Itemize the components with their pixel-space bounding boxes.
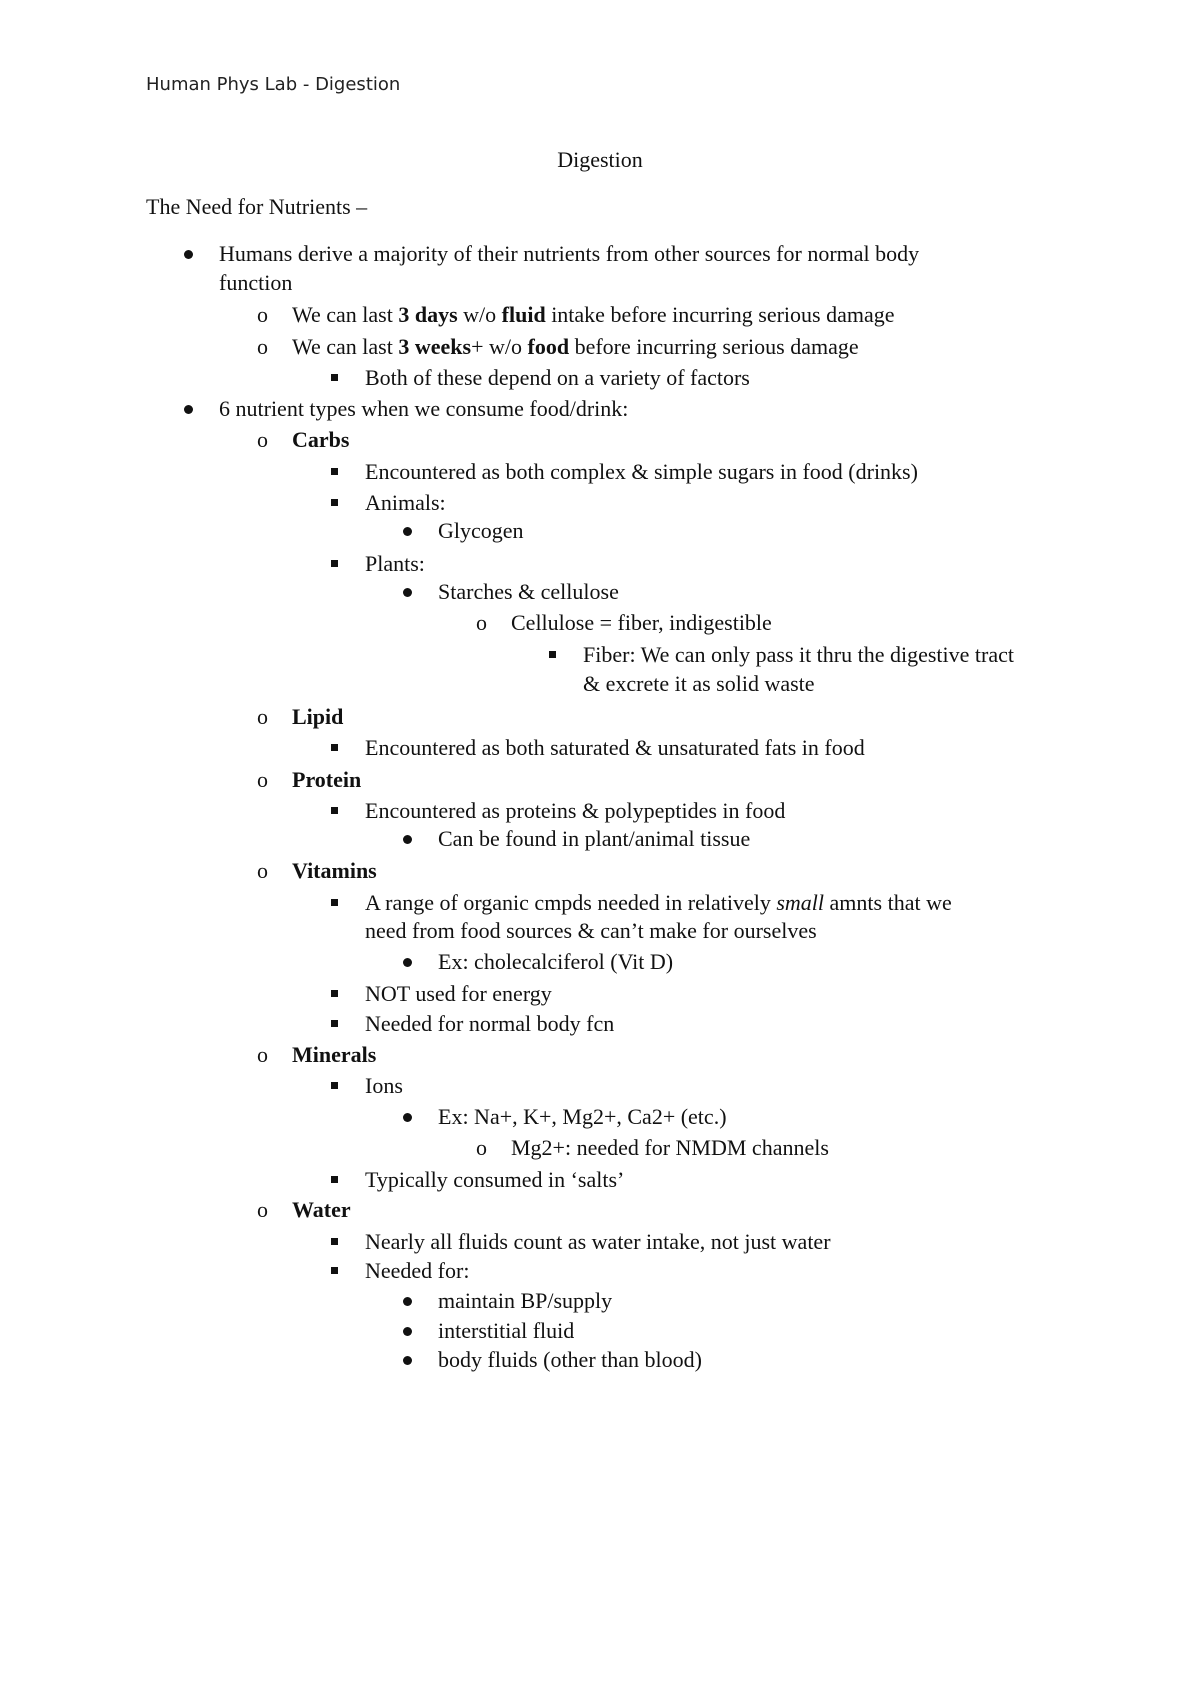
list-item: Plants: [365,551,425,576]
section-heading: The Need for Nutrients – [146,194,368,219]
circle-bullet-icon: o [476,1135,487,1160]
circle-bullet-icon: o [257,767,268,792]
square-bullet-icon [331,499,338,506]
circle-bullet-icon: o [476,610,487,635]
list-item: Fiber: We can only pass it thru the digestive tract [583,642,1014,667]
list-item: Starches & cellulose [438,579,619,604]
circle-bullet-icon: o [257,1197,268,1222]
food-line [292,333,859,361]
text-span: + w/o [471,334,528,359]
italic-text: small [776,890,825,915]
nutrient-label-vitamins: Vitamins [292,858,377,883]
bullet-dot-icon [403,1297,412,1306]
square-bullet-icon [331,1238,338,1245]
list-item: Humans derive a majority of their nutrients from other sources for normal body [219,241,920,266]
page-title: Digestion [557,147,643,172]
bullet-dot-icon [184,250,193,259]
fluid-line [292,301,895,329]
bold-text: 3 weeks [398,334,472,359]
nutrient-label-lipid: Lipid [292,704,344,729]
square-bullet-icon [331,1082,338,1089]
bullet-dot-icon [403,1327,412,1336]
list-item: Needed for: [365,1258,470,1283]
bold-text: 3 days [398,302,458,327]
bullet-dot-icon [403,588,412,597]
bullet-dot-icon [403,1113,412,1122]
circle-bullet-icon: o [257,1042,268,1067]
list-item: Needed for normal body fcn [365,1011,615,1036]
square-bullet-icon [331,374,338,381]
list-item: Can be found in plant/animal tissue [438,826,751,851]
list-item: Cellulose = fiber, indigestible [511,610,772,635]
list-item-continuation: function [219,270,293,295]
bullet-dot-icon [184,405,193,414]
circle-bullet-icon: o [257,858,268,883]
list-item: Ex: cholecalciferol (Vit D) [438,949,674,974]
square-bullet-icon [331,899,338,906]
circle-bullet-icon: o [257,302,268,327]
list-item: Mg2+: needed for NMDM channels [511,1135,829,1160]
list-item: Encountered as both complex & simple sugars in food (drinks) [365,459,918,484]
text-span: intake before incurring serious damage [545,302,895,327]
text-span: We can last [292,302,399,327]
list-item: maintain BP/supply [438,1288,613,1313]
bold-text: fluid [501,302,546,327]
circle-bullet-icon: o [257,427,268,452]
text-span: A range of organic cmpds needed in relatively [365,890,777,915]
text-span: We can last [292,334,399,359]
list-item: Both of these depend on a variety of factors [365,365,750,390]
circle-bullet-icon: o [257,334,268,359]
text-span: w/o [457,302,502,327]
square-bullet-icon [331,1176,338,1183]
bullet-dot-icon [403,1356,412,1365]
list-item: Encountered as both saturated & unsaturated fats in food [365,735,865,760]
text-span: amnts that we [824,890,952,915]
bold-text: food [527,334,570,359]
bullet-dot-icon [403,958,412,967]
list-item: interstitial fluid [438,1318,575,1343]
list-item: Typically consumed in ‘salts’ [365,1167,625,1192]
nutrient-label-protein: Protein [292,767,362,792]
nutrient-label-water: Water [292,1197,351,1222]
square-bullet-icon [331,468,338,475]
square-bullet-icon [331,1020,338,1027]
list-item: body fluids (other than blood) [438,1347,702,1372]
list-item: NOT used for energy [365,981,552,1006]
list-item: 6 nutrient types when we consume food/drink: [219,396,629,421]
square-bullet-icon [331,1267,338,1274]
nutrient-label-carbs: Carbs [292,427,350,452]
square-bullet-icon [331,744,338,751]
page-header: Human Phys Lab - Digestion [146,74,401,95]
square-bullet-icon [331,807,338,814]
list-item: Glycogen [438,518,524,543]
list-item: Ex: Na+, K+, Mg2+, Ca2+ (etc.) [438,1104,727,1129]
list-item: Nearly all fluids count as water intake, not just water [365,1229,831,1254]
list-item: Animals: [365,490,446,515]
list-item: Encountered as proteins & polypeptides in food [365,798,786,823]
bullet-dot-icon [403,527,412,536]
square-bullet-icon [331,560,338,567]
list-item-continuation: need from food sources & can’t make for ourselves [365,918,817,943]
list-item: Ions [365,1073,403,1098]
square-bullet-icon [331,990,338,997]
nutrient-label-minerals: Minerals [292,1042,377,1067]
bullet-dot-icon [403,835,412,844]
list-item [365,889,952,917]
list-item-continuation: & excrete it as solid waste [583,671,815,696]
square-bullet-icon [549,651,556,658]
circle-bullet-icon: o [257,704,268,729]
text-span: before incurring serious damage [569,334,859,359]
